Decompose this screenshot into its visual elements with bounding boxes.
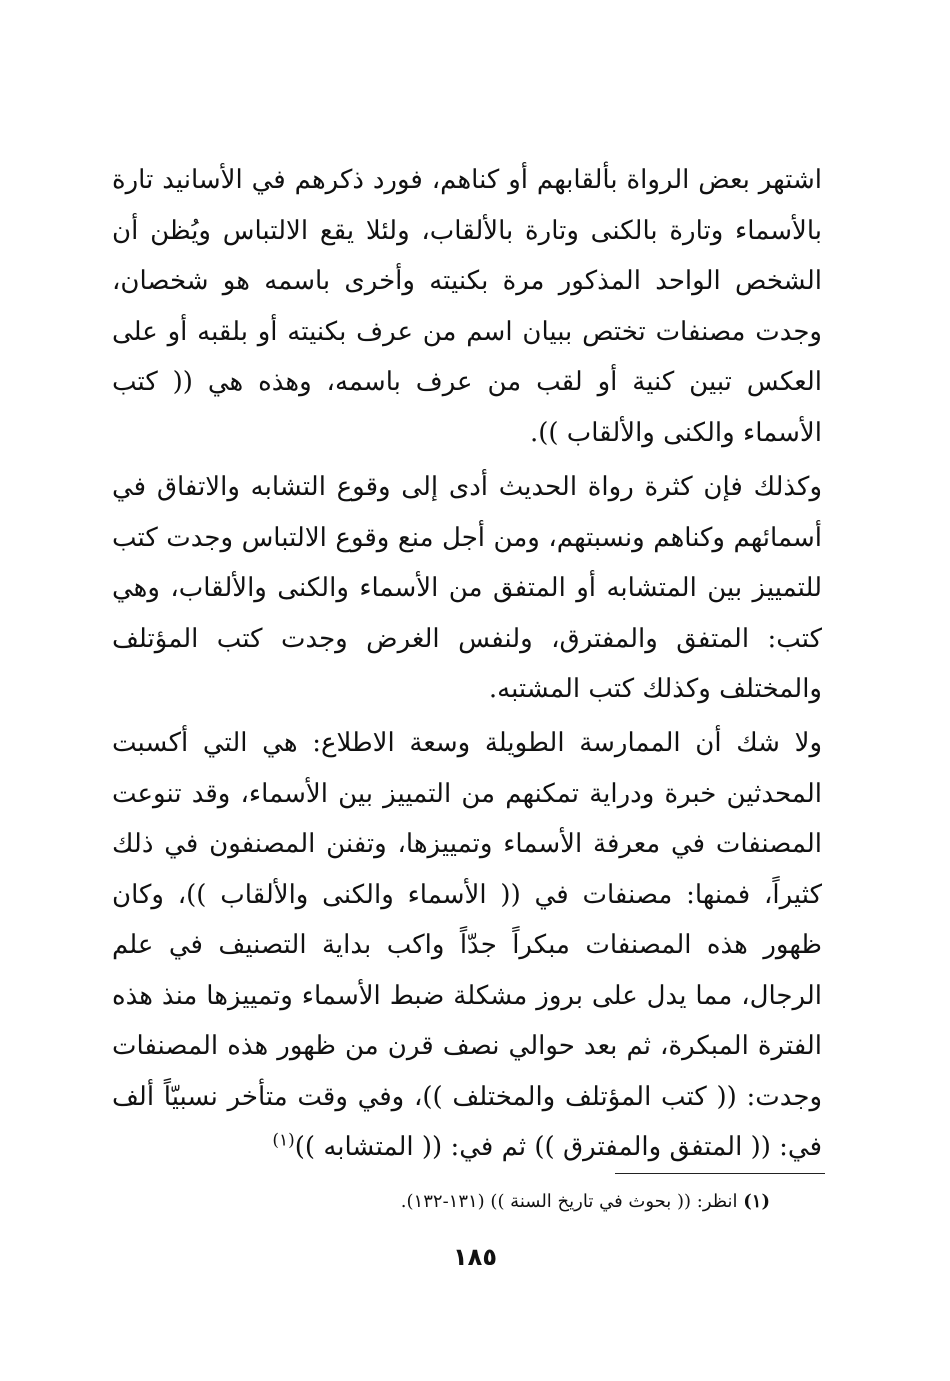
paragraph-1: اشتهر بعض الرواة بألقابهم أو كناهم، فورد ذكرهم في الأسانيد تارة بالأسماء وتارة بالكنى وتارة بالألقاب، ولئلا يقع الالتباس ويُظن أن الشخص الواحد المذكور مرة بكنيته وأخرى باسمه هو شخصان، وجدت مصنفات تختص ببيان اسم من عرف بكنيته أو بلقبه أو على العكس تبين كنية أو لقب من عرف باسمه، وهذه هي (( كتب الأسماء والكنى والألقاب )). — [112, 165, 822, 448]
footnote-separator — [615, 1173, 825, 1174]
footnote-number: (١) — [743, 1191, 770, 1212]
footnote-text: انظر: (( بحوث في تاريخ السنة )) (١٣١-١٣٢). — [400, 1191, 738, 1212]
paragraph-2: وكذلك فإن كثرة رواة الحديث أدى إلى وقوع التشابه والاتفاق في أسمائهم وكناهم ونسبتهم، ومن أجل منع وقوع الالتباس وجدت كتب للتمييز بين المتشابه أو المتفق من الأسماء والكنى والألقاب، وهي كتب: المتفق والمفترق، ولنفس الغرض وجدت كتب المؤتلف والمختلف وكذلك كتب المشتبه. — [112, 472, 822, 704]
paragraph-3-text: ولا شك أن الممارسة الطويلة وسعة الاطلاع: هي التي أكسبت المحدثين خبرة ودراية تمكنهم من التمييز بين الأسماء، وقد تنوعت المصنفات في معرفة الأسماء وتمييزها، وتفنن المصنفون في ذلك كثيراً، فمنها: مصنفات في (( الأسماء والكنى والألقاب ))، وكان ظهور هذه المصنفات مبكراً جدّاً واكب بداية التصنيف في علم الرجال، مما يدل على بروز مشكلة ضبط الأسماء وتمييزها منذ هذه الفترة المبكرة، ثم بعد حوالي نصف قرن من ظهور هذه المصنفات وجدت: (( كتب المؤتلف والمختلف ))، وفي وقت متأخر نسبيّاً ألف في: (( المتفق والمفترق )) ثم في: (( المتشابه )) — [112, 728, 822, 1162]
footnote-reference-marker: (١) — [272, 1130, 295, 1151]
footnote — [300, 1187, 770, 1217]
page-number: ١٨٥ — [453, 1243, 497, 1271]
paragraph-3 — [112, 718, 822, 1173]
